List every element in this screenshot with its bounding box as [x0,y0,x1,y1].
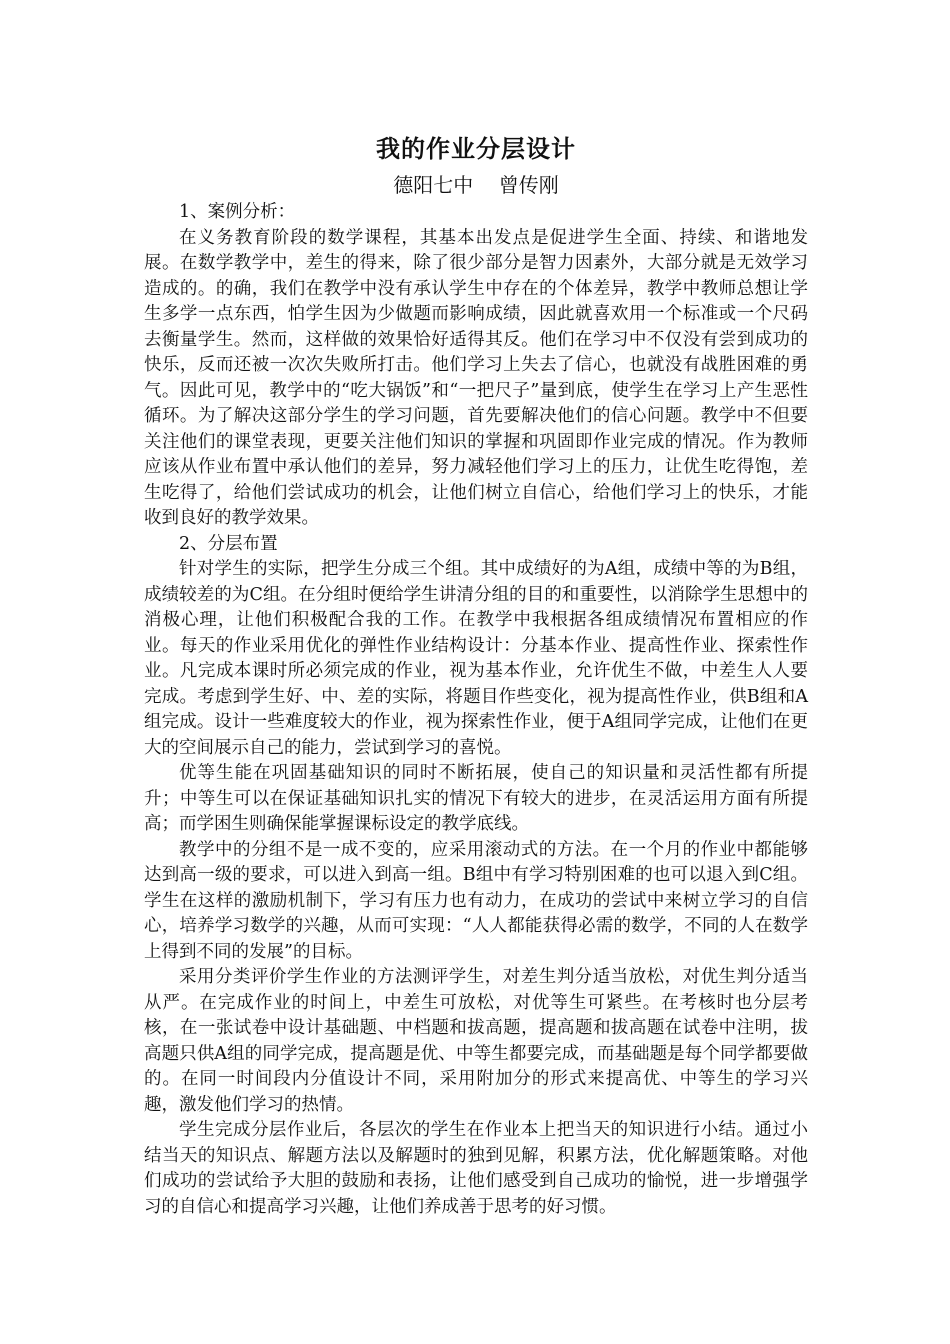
paragraph: 针对学生的实际，把学生分成三个组。其中成绩好的为A组，成绩中等的为B组，成绩较差的为C组。在分组时便给学生讲清分组的目的和重要性，以消除学生思想中的消极心理，让他们积极配合我的工作。在教学中我根据各组成绩情况布置相应的作业。每天的作业采用优化的弹性作业结构设计：分基本作业、提高性作业、探索性作业。凡完成本课时所必须完成的作业，视为基本作业，允许优生不做，中差生人人要完成。考虑到学生好、中、差的实际，将题目作些变化，视为提高性作业，供B组和A组完成。设计一些难度较大的作业，视为探索性作业，便于A组同学完成，让他们在更大的空间展示自己的能力，尝试到学习的喜悦。 [144,559,808,758]
document-author: 德阳七中 曾传刚 [393,173,559,197]
paragraph: 学生完成分层作业后，各层次的学生在作业本上把当天的知识进行小结。通过小结当天的知识点、解题方法以及解题时的独到见解，积累方法，优化解题策略。对他们成功的尝试给予大胆的鼓励和表扬，让他们感受到自己成功的愉悦，进一步增强学习的自信心和提高学习兴趣，让他们养成善于思考的好习惯。 [144,1120,808,1217]
paragraph: 在义务教育阶段的数学课程，其基本出发点是促进学生全面、持续、和谐地发展。在数学教学中，差生的得来，除了很少部分是智力因素外，大部分就是无效学习造成的。的确，我们在教学中没有承认学生中存在的个体差异，教学中教师总想让学生多学一点东西，怕学生因为少做题而影响成绩，因此就喜欢用一个标准或一个尺码去衡量学生。然而，这样做的效果恰好适得其反。他们在学习中不仅没有尝到成功的快乐，反而还被一次次失败所打击。他们学习上失去了信心，也就没有战胜困难的勇气。因此可见，教学中的“吃大锅饭”和“一把尺子”量到底，使学生在学习上产生恶性循环。为了解决这部分学生的学习问题，首先要解决他们的信心问题。教学中不但要关注他们的课堂表现，更要关注他们知识的掌握和巩固即作业完成的情况。作为教师应该从作业布置中承认他们的差异，努力减轻他们学习上的压力，让优生吃得饱，差生吃得了，给他们尝试成功的机会，让他们树立自信心，给他们学习上的快乐，才能收到良好的教学效果。 [144,227,808,528]
paragraph: 教学中的分组不是一成不变的，应采用滚动式的方法。在一个月的作业中都能够达到高一级的要求，可以进入到高一组。B组中有学习特别困难的也可以退入到C组。学生在这样的激励机制下，学习有压力也有动力，在成功的尝试中来树立学习的自信心，培养学习数学的兴趣，从而可实现：“人人都能获得必需的数学，不同的人在数学上得到不同的发展”的目标。 [144,839,808,962]
section-heading-layered-assignment: 2、分层布置 [179,533,278,554]
document-title: 我的作业分层设计 [376,135,576,163]
section-heading-case-analysis: 1、案例分析： [179,202,296,222]
document-page [144,128,808,1220]
paragraph: 采用分类评价学生作业的方法测评学生，对差生判分适当放松，对优生判分适当从严。在完成作业的时间上，中差生可放松，对优等生可紧些。在考核时也分层考核，在一张试卷中设计基础题、中档题和拔高题，提高题和拔高题在试卷中注明，拔高题只供A组的同学完成，提高题是优、中等生都要完成，而基础题是每个同学都要做的。在同一时间段内分值设计不同，采用附加分的形式来提高优、中等生的学习兴趣，激发他们学习的热情。 [144,967,808,1115]
paragraph: 优等生能在巩固基础知识的同时不断拓展，使自己的知识量和灵活性都有所提升；中等生可以在保证基础知识扎实的情况下有较大的进步，在灵活运用方面有所提高；而学困生则确保能掌握课标设定的教学底线。 [144,763,808,834]
